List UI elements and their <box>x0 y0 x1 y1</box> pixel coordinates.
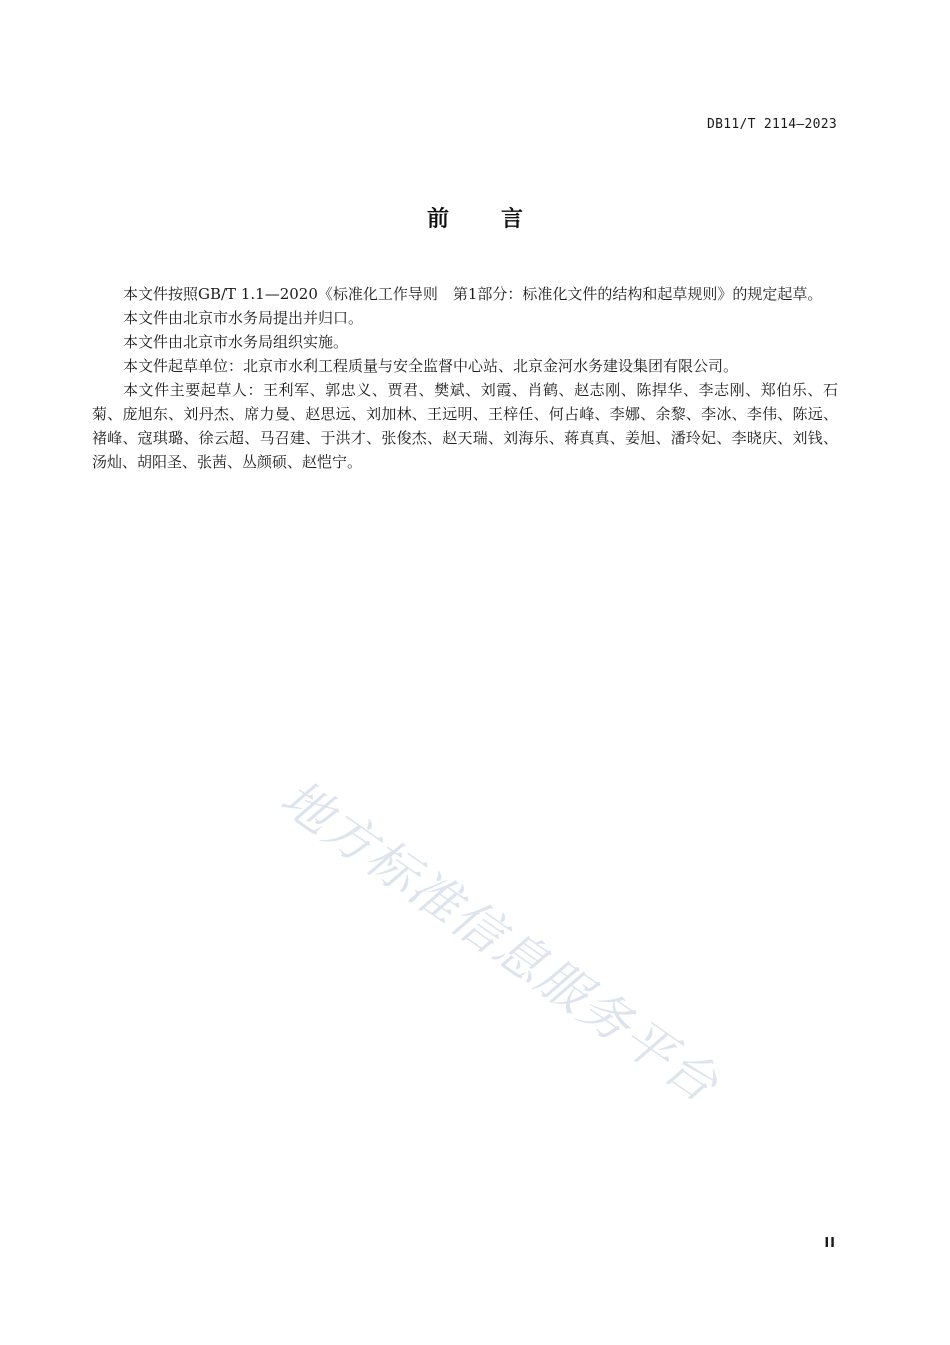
foreword-body <box>92 282 838 474</box>
page-number: II <box>824 1236 836 1251</box>
paragraph-drafting-rules: 本文件按照GB/T 1.1—2020《标准化工作导则 第1部分：标准化文件的结构和起草规则》的规定起草。 <box>123 285 823 303</box>
page-title: 前言 <box>426 207 575 232</box>
paragraph-drafting-units: 本文件起草单位：北京市水利工程质量与安全监督中心站、北京金河水务建设集团有限公司。 <box>123 357 739 375</box>
paragraph-proposer: 本文件由北京市水务局提出并归口。 <box>123 309 364 327</box>
document-code: DB11/T 2114—2023 <box>706 117 837 132</box>
watermark-text: 地方标准信息服务平台 <box>270 768 730 1115</box>
paragraph-drafters: 本文件主要起草人：王利军、郭忠义、贾君、樊斌、刘霞、肖鹤、赵志刚、陈捍华、李志刚、郑伯乐、石菊、庞旭东、刘丹杰、席力曼、赵思远、刘加林、王远明、王梓任、何占峰、李娜、余黎、李冰、李伟、陈远、褚峰、寇琪璐、徐云超、马召建、于洪才、张俊杰、赵天瑞、刘海乐、蒋真真、姜旭、潘玲妃、李晓庆、刘钱、汤灿、胡阳圣、张茜、丛颜硕、赵恺宁。 <box>92 381 838 471</box>
paragraph-implementer: 本文件由北京市水务局组织实施。 <box>123 333 349 351</box>
